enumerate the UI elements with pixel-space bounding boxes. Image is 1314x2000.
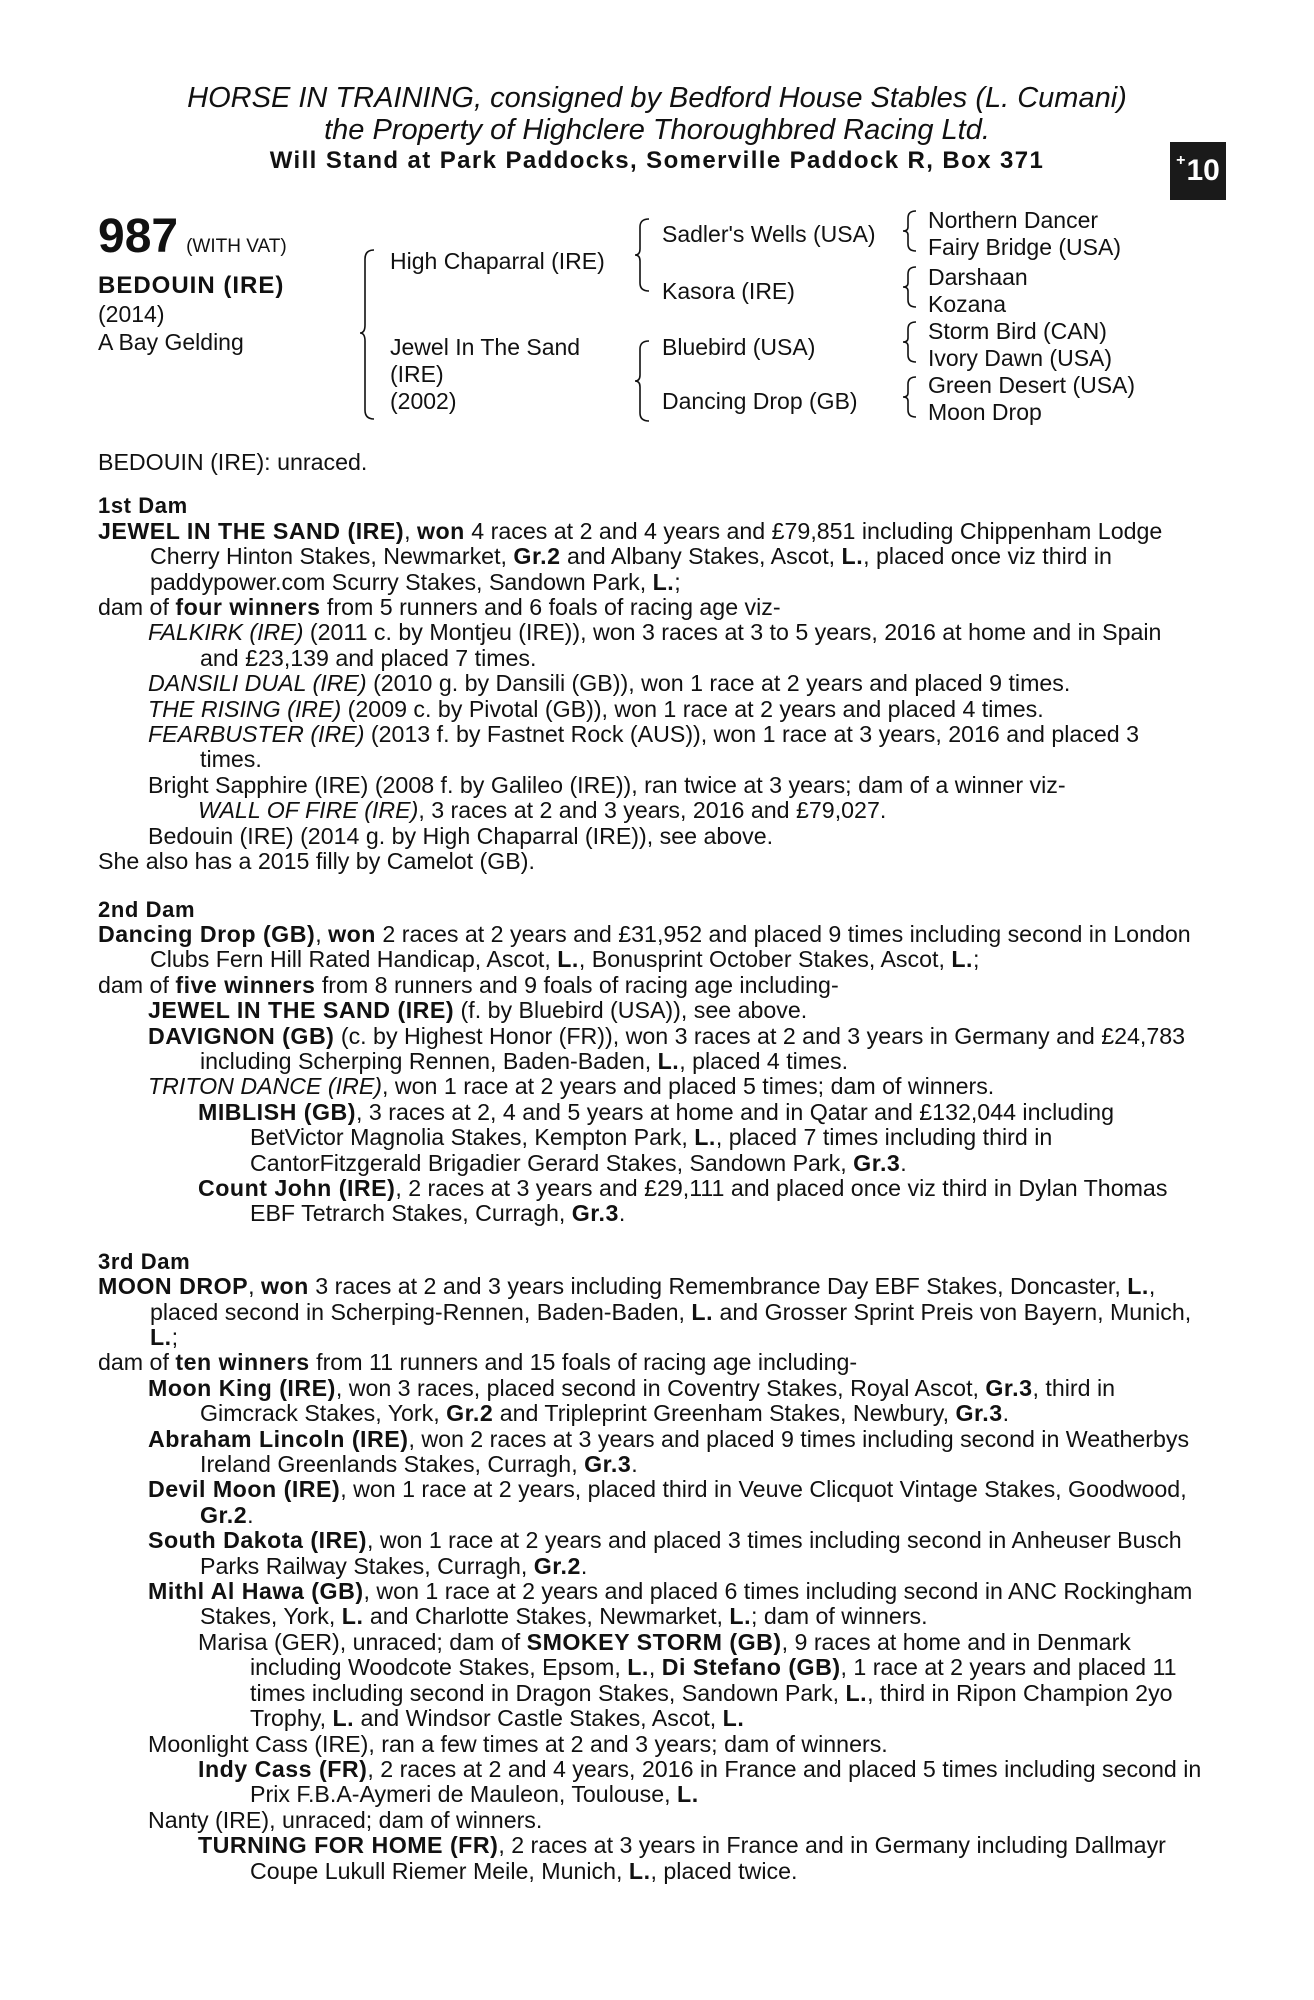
produce-entry: [98, 1579, 1203, 1630]
header-location-line: [0, 146, 1314, 176]
third-dam-name: MOON DROP: [98, 1273, 249, 1300]
produce-end: .: [1002, 1400, 1010, 1427]
grade: Gr.3: [853, 1149, 901, 1176]
produce-entry: [98, 697, 1203, 722]
grade: Gr.3: [985, 1374, 1033, 1401]
produce-name: DANSILI DUAL (IRE): [148, 670, 367, 697]
produce-text: and Charlotte Stakes, Newmarket,: [363, 1603, 730, 1630]
produce-end: .: [247, 1501, 254, 1528]
produce-name: WALL OF FIRE (IRE): [198, 797, 419, 824]
pedigree-ds-dam: Ivory Dawn (USA): [928, 345, 1113, 371]
lot-info: [98, 212, 287, 356]
first-dam-heading: 1st Dam: [98, 493, 188, 519]
listed-mark: L.: [729, 1603, 752, 1630]
produce-text: , 2 races at 3 years and £29,111 and placed once viz third in Dylan Thomas EBF Tetrarch Stakes, Curragh,: [250, 1174, 1168, 1227]
produce-name: Di Stefano (GB): [661, 1654, 841, 1681]
produce-text: (2009 c. by Pivotal (GB)), won 1 race at 2 years and placed 4 times.: [341, 695, 1044, 722]
horse-description: A Bay Gelding: [98, 329, 244, 355]
second-dam-record-text2: , Bonusprint October Stakes, Ascot,: [578, 946, 952, 973]
produce-text: (c. by Highest Honor (FR)), won 3 races at 2 and 3 years in Germany and £24,783 including Scherping Rennen, Baden-Baden,: [200, 1022, 1186, 1074]
produce-text: , third in Gimcrack Stakes, York,: [200, 1374, 1115, 1427]
produce-text: , placed 7 times including third in CantorFitzgerald Brigadier Gerard Stakes, Sandown Park,: [250, 1124, 1053, 1176]
produce-name: South Dakota (IRE): [148, 1527, 367, 1554]
produce-entry: [98, 798, 1203, 823]
listed-mark: L.: [627, 1654, 649, 1681]
dam-of-post: from 8 runners and 9 foals of racing age including-: [315, 971, 839, 998]
produce-text: , 2 races at 3 years in France and in Germany including Dallmayr Coupe Lukull Riemer Meile, Munich,: [250, 1832, 1166, 1884]
lot-number: 987: [98, 210, 179, 263]
third-dam-record-text2: , placed second in Scherping-Rennen, Baden-Baden,: [150, 1273, 1156, 1325]
produce-entry: [98, 998, 1203, 1023]
dam-of-post: from 11 runners and 15 foals of racing age including-: [309, 1349, 858, 1376]
produce-text: (f. by Bluebird (USA)), see above.: [454, 997, 808, 1024]
pedigree-sd-dam: Kozana: [928, 291, 1007, 317]
ten-logo-badge: [1170, 142, 1226, 200]
grade: Gr.3: [584, 1451, 632, 1478]
produce-text: , won 1 race at 2 years, placed third in Veuve Clicquot Vintage Stakes, Goodwood,: [340, 1476, 1187, 1503]
pedigree-dam-line2: (IRE): [390, 361, 444, 387]
winners-count: ten winners: [175, 1349, 310, 1376]
produce-entry: [98, 1427, 1203, 1478]
produce-entry: [98, 1477, 1203, 1528]
grade: Gr.2: [533, 1552, 581, 1579]
pedigree-sire-dam: Kasora (IRE): [662, 278, 795, 304]
listed-mark: L.: [1127, 1273, 1149, 1300]
produce-text: and Windsor Castle Stakes, Ascot,: [354, 1705, 723, 1732]
winners-count: five winners: [175, 971, 316, 998]
pedigree-ss-sire: Northern Dancer: [928, 207, 1099, 233]
produce-name: Abraham Lincoln (IRE): [148, 1425, 409, 1452]
produce-name: FALKIRK (IRE): [148, 619, 304, 646]
pedigree-sd-sire: Darshaan: [928, 264, 1028, 290]
second-dam-record: Dancing Drop (GB), won 2 races at 2 years and £31,952 and placed 9 times including second in London Clubs Fern Hill Rated Handicap, Ascot, L., Bonusprint October Stakes, Ascot, L.;: [98, 920, 1191, 973]
third-dam-produce-summary: [98, 1350, 1203, 1375]
winners-count: four winners: [175, 594, 321, 621]
produce-entry: Nanty (IRE), unraced; dam of winners.: [148, 1806, 543, 1833]
first-dam-record-text: 4 races at 2 and 4 years and £79,851 including Chippenham Lodge Cherry Hinton Stakes, Newmarket,: [150, 517, 1163, 570]
first-dam-record-text2: and Albany Stakes, Ascot,: [560, 543, 842, 570]
produce-entry: [98, 1176, 1203, 1227]
pedigree-dam: [390, 334, 580, 415]
produce-name: Devil Moon (IRE): [148, 1476, 341, 1503]
pedigree-ds-sire: Storm Bird (CAN): [928, 318, 1107, 344]
produce-entry: [98, 671, 1203, 696]
first-dam-also: She also has a 2015 filly by Camelot (GB).: [98, 848, 535, 875]
produce-name: TURNING FOR HOME (FR): [198, 1832, 499, 1859]
first-dam-name: JEWEL IN THE SAND (IRE): [98, 517, 405, 544]
produce-text: , won 1 race at 2 years and placed 5 times; dam of winners.: [382, 1073, 995, 1100]
listed-mark: L.: [845, 1679, 868, 1706]
produce-end: .: [631, 1451, 638, 1478]
produce-text: Marisa (GER), unraced; dam of: [198, 1628, 527, 1655]
produce-entry: Moonlight Cass (IRE), ran a few times at 2 and 3 years; dam of winners.: [148, 1730, 888, 1757]
produce-text: (2013 f. by Fastnet Rock (AUS)), won 1 race at 3 years, 2016 and placed 3 times.: [200, 721, 1140, 773]
grade: Gr.2: [446, 1400, 494, 1427]
listed-mark: L.: [691, 1298, 714, 1325]
produce-text: , 1 race at 2 years and placed 11 times including second in Dragon Stakes, Sandown Park,: [250, 1654, 1177, 1706]
produce-end: .: [900, 1149, 907, 1176]
produce-text: , placed 4 times.: [679, 1047, 849, 1074]
pedigree-dam-line3: (2002): [390, 388, 457, 414]
produce-entry: [98, 722, 1203, 773]
pedigree-sire: High Chaparral (IRE): [390, 248, 605, 274]
produce-text: , 9 races at home and in Denmark including Woodcote Stakes, Epsom,: [250, 1628, 1131, 1681]
produce-name: THE RISING (IRE): [148, 695, 342, 722]
produce-name: FEARBUSTER (IRE): [148, 721, 365, 748]
first-dam-record-text4: ;: [674, 568, 681, 595]
produce-name: Moon King (IRE): [148, 1374, 336, 1401]
produce-entry: [98, 1074, 1203, 1099]
second-dam-produce-summary: [98, 973, 1203, 998]
first-dam-produce-summary: [98, 595, 1203, 620]
produce-entry: [98, 1100, 1203, 1176]
produce-name: TRITON DANCE (IRE): [148, 1073, 383, 1100]
header-consignor-line: [0, 82, 1314, 114]
second-dam-record-text: 2 races at 2 years and £31,952 and placed 9 times including second in London Clubs Fern Hill Rated Handicap, Ascot,: [150, 920, 1191, 973]
dam-of-label: dam of: [98, 594, 176, 621]
pedigree-dam-sire: Bluebird (USA): [662, 334, 816, 360]
second-dam-heading: 2nd Dam: [98, 896, 196, 922]
second-dam-name: Dancing Drop (GB): [98, 920, 316, 947]
produce-text: , 2 races at 2 and 4 years, 2016 in France and placed 5 times including second in Prix F.B.A-Aymeri de Mauleon, Toulouse,: [250, 1755, 1202, 1808]
listed-mark: L.: [722, 1705, 745, 1732]
produce-text: and Tripleprint Greenham Stakes, Newbury,: [493, 1400, 956, 1427]
grade: Gr.2: [200, 1501, 248, 1528]
produce-text: (2011 c. by Montjeu (IRE)), won 3 races at 3 to 5 years, 2016 at home and in Spain and £23,139 and placed 7 times.: [200, 619, 1162, 671]
produce-text: , won 2 races at 3 years and placed 9 times including second in Weatherbys Ireland Greenlands Stakes, Curragh,: [200, 1425, 1190, 1478]
produce-entry: [98, 1757, 1203, 1808]
listed-mark: L.: [694, 1124, 716, 1151]
pedigree-sire-sire: Sadler's Wells (USA): [662, 221, 876, 247]
pedigree-dam-dam: Dancing Drop (GB): [662, 388, 858, 414]
produce-sep: ,: [648, 1654, 662, 1681]
produce-entry: [98, 1528, 1203, 1579]
header-property-line: [0, 114, 1314, 146]
produce-text: , won 3 races, placed second in Coventry Stakes, Royal Ascot,: [335, 1374, 986, 1401]
dam-of-label: dam of: [98, 971, 176, 998]
pedigree-dam-line1: Jewel In The Sand: [390, 334, 581, 360]
listed-mark: L.: [677, 1781, 699, 1808]
listed-mark: L.: [150, 1324, 172, 1350]
first-dam-record-text3: , placed once viz third in paddypower.com Scurry Stakes, Sandown Park,: [150, 543, 1112, 595]
produce-text: , 3 races at 2 and 3 years, 2016 and £79,027.: [418, 797, 887, 824]
property-text: the Property of Highclere Thoroughbred Racing Ltd.: [324, 114, 990, 146]
third-dam-record-text: 3 races at 2 and 3 years including Remembrance Day EBF Stakes, Doncaster,: [308, 1273, 1128, 1300]
produce-entry: [98, 620, 1203, 671]
produce-entry: [98, 1024, 1203, 1075]
grade: Gr.3: [955, 1400, 1003, 1427]
horse-name: BEDOUIN (IRE): [98, 272, 285, 299]
produce-name: Mithl Al Hawa (GB): [148, 1578, 364, 1605]
produce-name: SMOKEY STORM (GB): [526, 1628, 782, 1655]
produce-end: , placed twice.: [650, 1857, 798, 1884]
produce-name: Count John (IRE): [198, 1174, 396, 1201]
produce-end: ; dam of winners.: [751, 1603, 928, 1630]
produce-entry: Bedouin (IRE) (2014 g. by High Chaparral (IRE)), see above.: [148, 822, 774, 849]
produce-text: , won 1 race at 2 years and placed 3 times including second in Anheuser Busch Parks Railway Stakes, Curragh,: [200, 1527, 1182, 1579]
produce-text: , 3 races at 2, 4 and 5 years at home and in Qatar and £132,044 including BetVictor Magnolia Stakes, Kempton Park,: [250, 1098, 1114, 1151]
consignor-text: HORSE IN TRAINING, consigned by Bedford House Stables (L. Cumani): [187, 82, 1127, 114]
catalogue-body: [98, 450, 1203, 1884]
badge-text: 10: [1186, 154, 1220, 187]
dam-of-post: from 5 runners and 6 foals of racing age viz-: [320, 594, 781, 621]
listed-mark: L.: [652, 568, 675, 595]
badge-plus: +: [1176, 152, 1186, 169]
grade: Gr.3: [571, 1200, 619, 1227]
first-dam-record: JEWEL IN THE SAND (IRE), won 4 races at 2 and 4 years and £79,851 including Chippenham Lodge Cherry Hinton Stakes, Newmarket, Gr.2 and Albany Stakes, Ascot, L., placed once viz third in paddypower.com Scurry Stakes, Sandown Park, L.;: [98, 517, 1163, 595]
pedigree-dd-sire: Green Desert (USA): [928, 372, 1136, 398]
pedigree-dd-dam: Moon Drop: [928, 399, 1042, 425]
produce-name: Indy Cass (FR): [198, 1755, 368, 1782]
third-dam-heading: 3rd Dam: [98, 1248, 191, 1274]
listed-mark: L.: [841, 543, 864, 570]
dam-of-label: dam of: [98, 1349, 176, 1376]
second-dam-won: won: [328, 920, 376, 947]
grade: Gr.2: [513, 543, 561, 570]
third-dam-record: MOON DROP, won 3 races at 2 and 3 years including Remembrance Day EBF Stakes, Doncaster, L., placed second in Scherping-Rennen, Baden-Baden, L. and Grosser Sprint Preis von Bayern, Munich, L.;: [98, 1273, 1192, 1350]
produce-entry: Bright Sapphire (IRE) (2008 f. by Galileo (IRE)), ran twice at 3 years; dam of a winner viz-: [148, 771, 1066, 798]
produce-text: , third in Ripon Champion 2yo Trophy,: [250, 1679, 1173, 1732]
listed-mark: L.: [341, 1603, 364, 1630]
location-text: Will Stand at Park Paddocks, Somerville Paddock R, Box 371: [269, 147, 1045, 174]
produce-entry: [98, 1376, 1203, 1427]
listed-mark: L.: [628, 1857, 651, 1884]
produce-end: .: [580, 1552, 588, 1579]
produce-entry: [98, 1630, 1203, 1732]
pedigree-ss-dam: Fairy Bridge (USA): [928, 234, 1121, 260]
produce-name: MIBLISH (GB): [198, 1098, 356, 1125]
third-dam-record-text3: and Grosser Sprint Preis von Bayern, Munich,: [713, 1298, 1192, 1325]
third-dam-won: won: [260, 1273, 309, 1300]
vat-label: (WITH VAT): [186, 236, 287, 257]
produce-name: DAVIGNON (GB): [148, 1022, 335, 1049]
produce-text: , won 1 race at 2 years and placed 6 times including second in ANC Rockingham Stakes, York,: [200, 1578, 1193, 1630]
produce-entry: [98, 1833, 1203, 1884]
produce-text: (2010 g. by Dansili (GB)), won 1 race at 2 years and placed 9 times.: [366, 670, 1071, 697]
unraced-note: BEDOUIN (IRE): unraced.: [98, 449, 368, 475]
third-dam-record-text4: ;: [171, 1324, 179, 1350]
first-dam-won: won: [416, 517, 465, 544]
second-dam-record-text3: ;: [972, 946, 980, 973]
listed-mark: L.: [951, 946, 973, 973]
listed-mark: L.: [657, 1047, 680, 1074]
produce-name: JEWEL IN THE SAND (IRE): [148, 997, 455, 1024]
produce-end: .: [618, 1200, 626, 1227]
listed-mark: L.: [557, 946, 579, 973]
listed-mark: L.: [332, 1705, 355, 1732]
foaling-year: (2014): [98, 301, 165, 327]
